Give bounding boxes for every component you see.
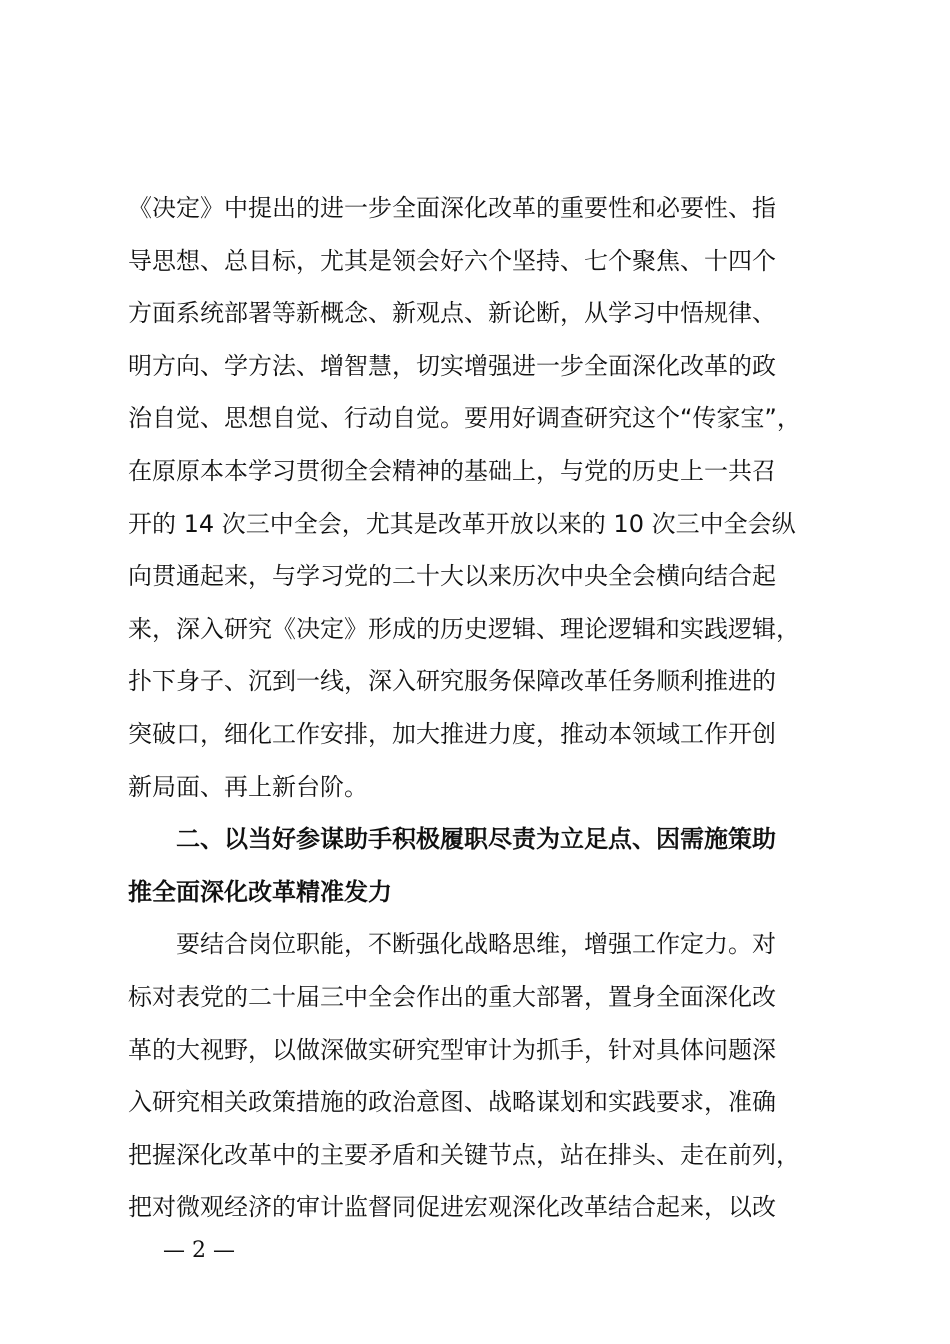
text-line: 在原原本本学习贯彻全会精神的基础上，与党的历史上一共召	[128, 456, 776, 485]
text-line: 《决定》中提出的进一步全面深化改革的重要性和必要性、指	[128, 194, 776, 222]
text-line: 入研究相关政策措施的政治意图、战略谋划和实践要求，准确	[128, 1088, 776, 1117]
body-text	[128, 182, 833, 1234]
text-line: 把对微观经济的审计监督同促进宏观深化改革结合起来，以改	[128, 1193, 776, 1222]
text-line: 开的 14 次三中全会，尤其是改革开放以来的 10 次三中全会纵	[128, 509, 796, 538]
text-line: 向贯通起来，与学习党的二十大以来历次中央全会横向结合起	[128, 562, 776, 591]
text-line: 突破口，细化工作安排，加大推进力度，推动本领域工作开创	[128, 719, 776, 748]
text-line: 扑下身子、沉到一线，深入研究服务保障改革任务顺利推进的	[128, 667, 776, 696]
text-line: 方面系统部署等新概念、新观点、新论断，从学习中悟规律、	[128, 299, 776, 328]
text-line: 明方向、学方法、增智慧，切实增强进一步全面深化改革的政	[128, 351, 776, 380]
section-heading-line: 二、以当好参谋助手积极履职尽责为立足点、因需施策助	[176, 825, 776, 854]
text-line: 导思想、总目标，尤其是领会好六个坚持、七个聚焦、十四个	[128, 246, 776, 275]
text-line: 要结合岗位职能，不断强化战略思维，增强工作定力。对	[176, 930, 776, 959]
text-line: 治自觉、思想自觉、行动自觉。要用好调查研究这个“传家宝”，	[128, 404, 801, 433]
text-line: 标对表党的二十届三中全会作出的重大部署，置身全面深化改	[128, 982, 776, 1011]
text-line: 来，深入研究《决定》形成的历史逻辑、理论逻辑和实践逻辑，	[128, 614, 800, 643]
page-number: — 2 —	[163, 1238, 235, 1263]
text-line: 把握深化改革中的主要矛盾和关键节点，站在排头、走在前列，	[128, 1140, 800, 1169]
section-heading-line: 推全面深化改革精准发力	[128, 877, 392, 906]
text-line: 革的大视野，以做深做实研究型审计为抓手，针对具体问题深	[128, 1035, 776, 1064]
text-line: 新局面、再上新台阶。	[128, 772, 368, 801]
